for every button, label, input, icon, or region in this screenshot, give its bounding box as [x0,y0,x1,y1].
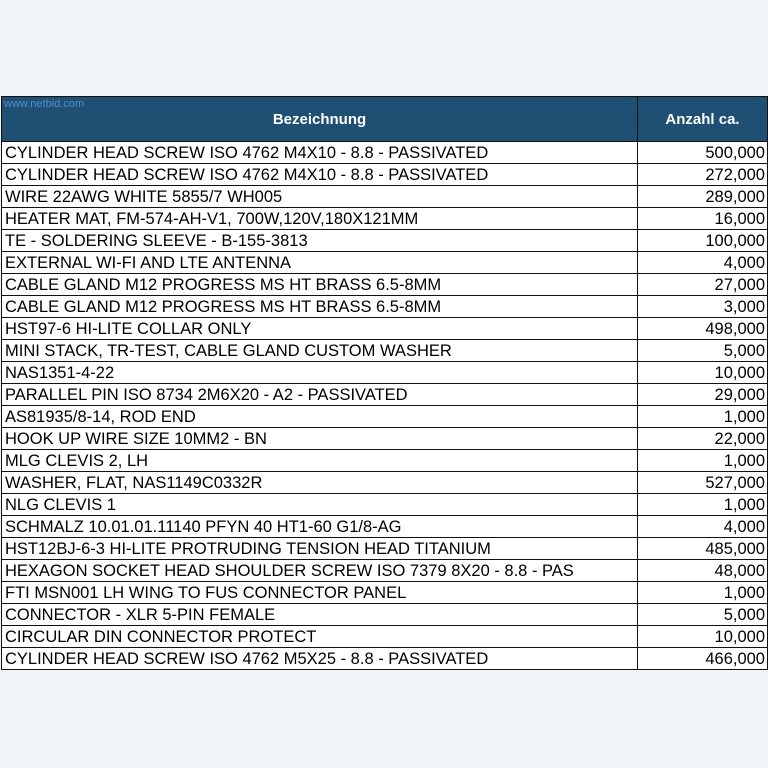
table-row [2,164,768,186]
cell-bezeichnung: CIRCULAR DIN CONNECTOR PROTECT [2,626,638,648]
table-row [2,428,768,450]
table-row [2,318,768,340]
cell-anzahl: 1,000 [638,582,768,604]
table-row [2,626,768,648]
cell-bezeichnung: HOOK UP WIRE SIZE 10MM2 - BN [2,428,638,450]
table-row [2,142,768,164]
cell-anzahl: 10,000 [638,626,768,648]
cell-bezeichnung: CABLE GLAND M12 PROGRESS MS HT BRASS 6.5-8MM [2,296,638,318]
cell-bezeichnung: HST97-6 HI-LITE COLLAR ONLY [2,318,638,340]
table-row [2,604,768,626]
table-row [2,494,768,516]
table-row [2,406,768,428]
cell-anzahl: 100,000 [638,230,768,252]
cell-anzahl: 16,000 [638,208,768,230]
table-row [2,450,768,472]
cell-bezeichnung: CYLINDER HEAD SCREW ISO 4762 M4X10 - 8.8 - PASSIVATED [2,164,638,186]
cell-bezeichnung: CABLE GLAND M12 PROGRESS MS HT BRASS 6.5-8MM [2,274,638,296]
cell-bezeichnung: FTI MSN001 LH WING TO FUS CONNECTOR PANEL [2,582,638,604]
cell-anzahl: 3,000 [638,296,768,318]
table-row [2,362,768,384]
cell-bezeichnung: CONNECTOR - XLR 5-PIN FEMALE [2,604,638,626]
cell-bezeichnung: NLG CLEVIS 1 [2,494,638,516]
cell-anzahl: 485,000 [638,538,768,560]
header-bezeichnung [2,97,638,142]
cell-bezeichnung: WASHER, FLAT, NAS1149C0332R [2,472,638,494]
table-row [2,472,768,494]
parts-list-sheet [0,96,768,670]
cell-anzahl: 498,000 [638,318,768,340]
cell-bezeichnung: PARALLEL PIN ISO 8734 2M6X20 - A2 - PASSIVATED [2,384,638,406]
cell-anzahl: 10,000 [638,362,768,384]
cell-anzahl: 5,000 [638,604,768,626]
cell-anzahl: 22,000 [638,428,768,450]
header-row [2,97,768,142]
cell-anzahl: 466,000 [638,648,768,670]
cell-bezeichnung: CYLINDER HEAD SCREW ISO 4762 M5X25 - 8.8 - PASSIVATED [2,648,638,670]
cell-bezeichnung: MLG CLEVIS 2, LH [2,450,638,472]
cell-bezeichnung: TE - SOLDERING SLEEVE - B-155-3813 [2,230,638,252]
cell-anzahl: 27,000 [638,274,768,296]
cell-anzahl: 1,000 [638,406,768,428]
cell-anzahl: 5,000 [638,340,768,362]
cell-bezeichnung: EXTERNAL WI-FI AND LTE ANTENNA [2,252,638,274]
cell-bezeichnung: SCHMALZ 10.01.01.11140 PFYN 40 HT1-60 G1/8-AG [2,516,638,538]
table-row [2,296,768,318]
cell-anzahl: 527,000 [638,472,768,494]
header-bezeichnung-label: Bezeichnung [272,110,367,128]
table-row [2,582,768,604]
cell-anzahl: 1,000 [638,494,768,516]
cell-anzahl: 500,000 [638,142,768,164]
cell-bezeichnung: WIRE 22AWG WHITE 5855/7 WH005 [2,186,638,208]
table-row [2,516,768,538]
header-anzahl [638,97,768,142]
cell-bezeichnung: HEATER MAT, FM-574-AH-V1, 700W,120V,180X121MM [2,208,638,230]
parts-table [1,96,768,670]
cell-bezeichnung: AS81935/8-14, ROD END [2,406,638,428]
cell-anzahl: 289,000 [638,186,768,208]
cell-anzahl: 48,000 [638,560,768,582]
table-row [2,252,768,274]
cell-anzahl: 4,000 [638,516,768,538]
header-anzahl-label: Anzahl ca. [665,110,740,128]
cell-bezeichnung: NAS1351-4-22 [2,362,638,384]
table-row [2,560,768,582]
table-row [2,538,768,560]
table-row [2,384,768,406]
table-row [2,340,768,362]
table-row [2,186,768,208]
table-row [2,274,768,296]
cell-bezeichnung: HEXAGON SOCKET HEAD SHOULDER SCREW ISO 7379 8X20 - 8.8 - PAS [2,560,638,582]
cell-anzahl: 4,000 [638,252,768,274]
cell-anzahl: 1,000 [638,450,768,472]
cell-bezeichnung: CYLINDER HEAD SCREW ISO 4762 M4X10 - 8.8 - PASSIVATED [2,142,638,164]
cell-bezeichnung: HST12BJ-6-3 HI-LITE PROTRUDING TENSION HEAD TITANIUM [2,538,638,560]
netbid-watermark: www.netbid.com [4,98,85,110]
cell-anzahl: 29,000 [638,384,768,406]
cell-anzahl: 272,000 [638,164,768,186]
table-header [2,97,768,142]
table-row [2,648,768,670]
table-row [2,230,768,252]
table-row [2,208,768,230]
table-body [2,142,768,670]
cell-bezeichnung: MINI STACK, TR-TEST, CABLE GLAND CUSTOM WASHER [2,340,638,362]
